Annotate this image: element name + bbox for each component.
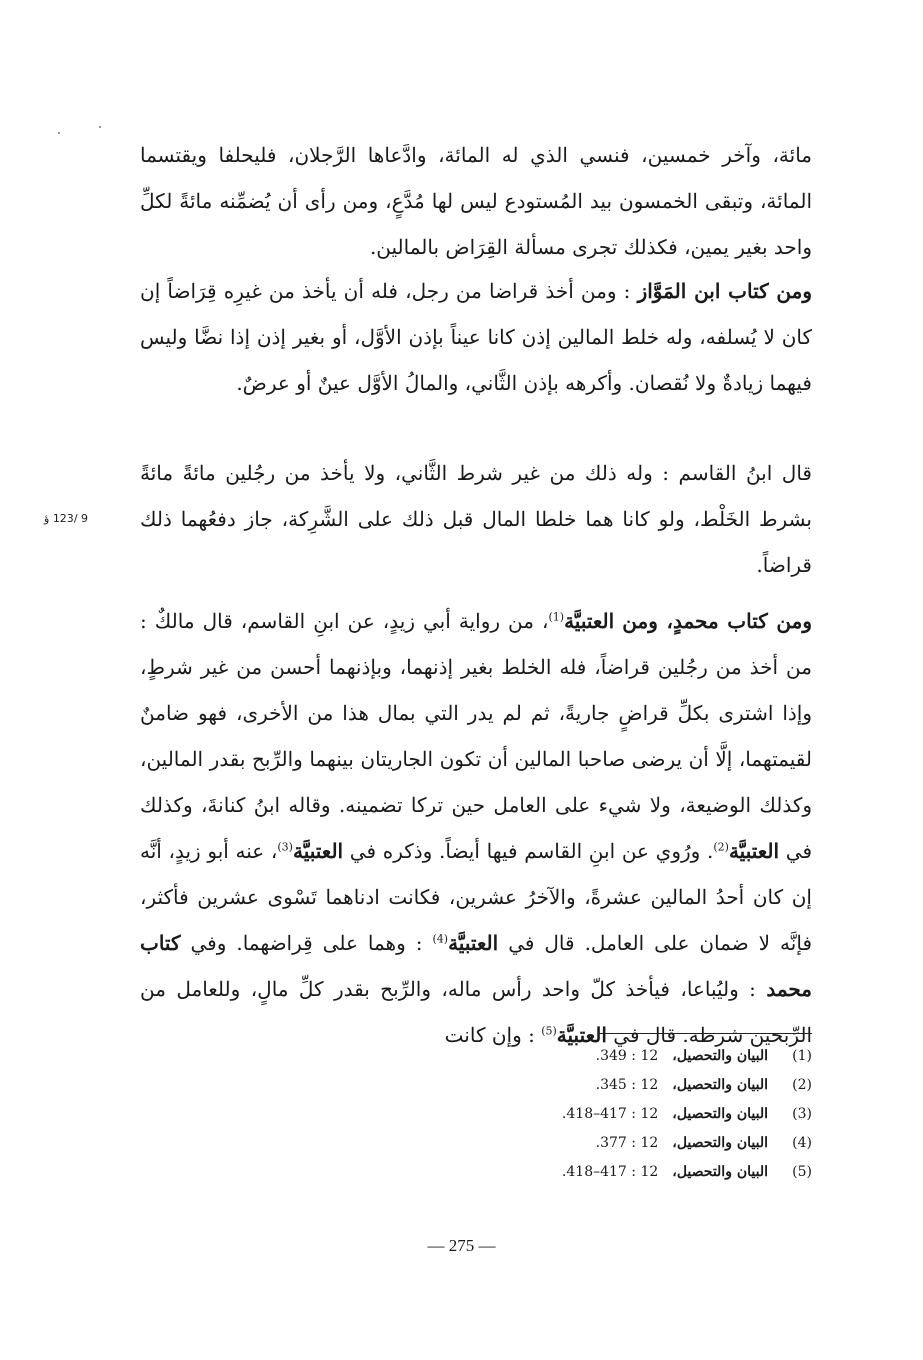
footnote-source: البيان والتحصيل، xyxy=(672,1048,768,1064)
footnote-reference: 12 : 377. xyxy=(595,1135,659,1151)
paragraph-1-text: مائة، وآخر خمسين، فنسي الذي له المائة، وادَّعاها الرَّجلان، فليحلفا ويقتسما المائة، وتبقى الخمسون بيد المُستودع ليس لها مُدَّعٍ، ومن رأى أن يُضمِّنه مائةً لكلِّ واحد بغير يمين، فكذلك تجرى مسألة القِرَاض بالمالين. xyxy=(140,143,812,259)
paragraph-4-text-c: ، عنه أبو زيدٍ، أنَّه إن كان أحدُ المالين عشرةً، والآخرُ عشرين، فكانت ادناهما تَسْوى عشرين فأكثر، فإنَّه لا ضمان على العامل. قال في xyxy=(140,839,813,955)
footnote-number: (4) xyxy=(792,1135,812,1151)
paragraph-3 xyxy=(140,450,812,588)
scan-speck xyxy=(58,132,60,134)
scan-speck xyxy=(99,126,101,128)
footnote-reference: 12 : 417–418. xyxy=(561,1106,659,1122)
footnote-number: (1) xyxy=(792,1048,812,1064)
footnote-source: البيان والتحصيل، xyxy=(672,1077,768,1093)
footnote-marker-4[interactable]: (4) xyxy=(432,932,449,946)
book-title-muhammad-2: كتاب محمد xyxy=(140,931,813,1001)
footnote-number: (2) xyxy=(792,1077,812,1093)
footnote-separator xyxy=(598,1033,812,1034)
paragraph-4-text-d: : وهما على قِراضهما. وفي xyxy=(190,931,423,955)
paragraph-4-text-a: ، من رواية أبي زيدٍ، عن ابنِ القاسم، قال مالكٌ : من أخذ من رجُلين قراضاً، فله الخلط بغير إذنهما، وبإذنهما أحسن من غير شرطٍ، وإذا اشترى بكلِّ قراضٍ جاريةً، ثم لم يدر التي بمال هذا من الأخرى، فهو ضامنٌ لقيمتهما، إلَّا أن يرضى صاحبا المالين أن تكون الجاريتان بينهما والرِّبح بقدر المالين، وكذلك الوضيعة، ولا شيء على العامل حين تركا تضمينه. وقاله ابنُ كنانةَ، وكذلك في xyxy=(140,609,813,863)
footnote-reference: 12 : 349. xyxy=(595,1048,659,1064)
footnote-reference: 12 : 417–418. xyxy=(561,1164,659,1180)
footnote-3 xyxy=(380,1100,812,1129)
book-title-utbiyya-2: العتبيَّة xyxy=(728,839,780,863)
paragraph-4-text-f: : وإن كانت xyxy=(444,1023,535,1047)
book-title-muhammad: ومن كتاب محمدٍ xyxy=(672,609,813,633)
paragraph-2-text: : ومن أخذ قراضا من رجل، فله أن يأخذ من غيرِه قِرَاضاً إن كان لا يُسلفه، وله خلط المالين إذن كانا عيناً بإذن الأوَّل، أو بغير إذن إذا نضَّا وليس فيهما زيادةٌ ولا نُقصان. وأكرهه بإذن الثَّاني، والمالُ الأوَّل عينٌ أو عرضٌ. xyxy=(140,279,812,395)
paragraph-4 xyxy=(140,598,812,1058)
footnote-4 xyxy=(380,1129,812,1158)
book-title-ibn-mawwaz: ومن كتاب ابن المَوَّاز xyxy=(637,279,813,303)
paragraph-3-text: قال ابنُ القاسم : وله ذلك من غير شرط الثَّاني، ولا يأخذ من رجُلين مائةً مائةً بشرط الخَلْط، ولو كانا هما خلطا المال قبل ذلك على الشَّرِكة، جاز دفعُهما ذلك قراضاً. xyxy=(140,461,812,577)
book-title-utbiyya-1: العتبيَّة xyxy=(564,609,615,633)
book-title-utbiyya-4: العتبيَّة xyxy=(448,931,499,955)
book-title-utbiyya-3: العتبيَّة xyxy=(292,839,344,863)
page-number: — 275 — xyxy=(427,1236,496,1255)
footnote-1 xyxy=(380,1042,812,1071)
footnote-5 xyxy=(380,1158,812,1187)
footnote-marker-3[interactable]: (3) xyxy=(277,840,293,854)
book-title-utbiyya-5: العتبيَّة xyxy=(556,1023,607,1047)
footnote-marker-5[interactable]: (5) xyxy=(541,1024,557,1038)
paragraph-1 xyxy=(140,132,812,270)
footnotes-list xyxy=(380,1042,812,1187)
footnote-marker-1[interactable]: (1) xyxy=(548,610,565,624)
footnote-marker-2[interactable]: (2) xyxy=(713,840,729,854)
paragraph-4-text-b: . ورُوي عن ابنِ القاسم فيها أيضاً. وذكره في xyxy=(349,839,714,863)
footnote-2 xyxy=(380,1071,812,1100)
manuscript-folio-reference: 9 /123 ؤ xyxy=(44,512,89,525)
conjunction-and-from: ، ومن xyxy=(622,609,673,633)
footnote-source: البيان والتحصيل، xyxy=(672,1106,768,1122)
paragraph-4-text-e: : وليُباعا، فيأخذ كلّ واحد رأس ماله، والرِّبح بقدر كلِّ مالٍ، وللعامل من الرِّبحين شرطه. قال في xyxy=(140,977,812,1047)
paragraph-2 xyxy=(140,268,812,406)
footnote-number: (5) xyxy=(792,1164,812,1180)
footnote-source: البيان والتحصيل، xyxy=(672,1164,768,1180)
footnote-number: (3) xyxy=(792,1106,812,1122)
footnote-source: البيان والتحصيل، xyxy=(672,1135,768,1151)
footnote-reference: 12 : 345. xyxy=(595,1077,659,1093)
